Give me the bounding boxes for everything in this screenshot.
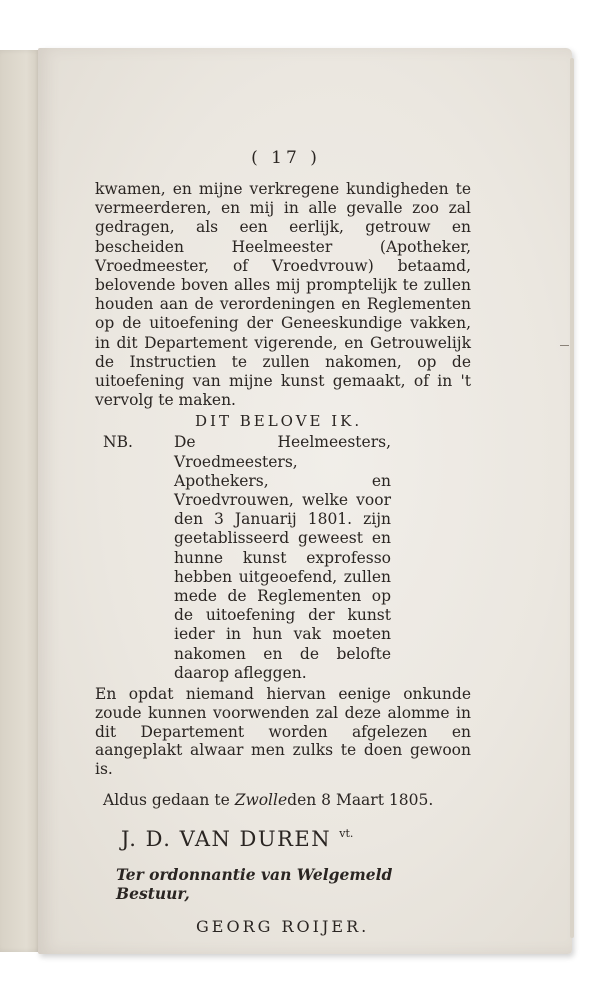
nota-bene-label: NB. — [103, 433, 133, 452]
ordonnantie-line: Ter ordonnantie van Welgemeld Bestuur, — [116, 865, 393, 904]
dated-prefix: Aldus gedaan te — [103, 791, 230, 810]
signature-suffix: vt. — [339, 827, 354, 841]
nota-bene-block — [91, 433, 471, 683]
oath-line: DIT BELOVE IK. — [195, 412, 363, 431]
nota-bene-text: De Heelmeesters, Vroedmeesters, Apothekers, en Vroedvrouwen, welke voor den 3 Januarij 1801. zijn geetablisseerd geweest en hunne kunst exprofesso hebben uitgeoefend, zullen mede de Reglementen op de uitoefening der kunst ieder in hun vak moeten nakomen en de belofte daarop afleggen. — [174, 433, 391, 682]
closing-paragraph: En opdat niemand hiervan eenige onkunde zoude kunnen voorwenden zal deze alomme in dit Departement worden afgelezen en aangeplakt alwaar men zulks te doen gewoon is. — [95, 685, 471, 779]
signature-name: J. D. VAN DUREN — [121, 827, 332, 852]
dated-city: Zwolle — [234, 791, 288, 810]
body-paragraph: kwamen, en mijne verkregene kundigheden te vermeerderen, en mij in alle gevalle zoo zal gedragen, als een eerlijk, getrouw en bescheiden Heelmeester (Apotheker, Vroedmeester, of Vroedvrouw) betaamd, belovende boven alles mij promptelijk te zullen houden aan de verordeningen en Reglementen op de uitoefening der Geneeskundige vakken, in dit Departement vigerende, en Getrouwelijk de Instructien te zullen nakomen, op de uitoefening van mijne kunst gemaakt, of in 't vervolg te maken. — [95, 180, 471, 410]
dated-suffix: den 8 Maart 1805. — [287, 791, 434, 810]
secretary-signature: GEORG ROIJER. — [196, 917, 370, 937]
page-text — [91, 148, 471, 936]
signature-line — [91, 827, 471, 851]
page-number: ( 17 ) — [251, 148, 321, 168]
paper-mark — [560, 345, 569, 346]
dated-line — [91, 791, 471, 809]
